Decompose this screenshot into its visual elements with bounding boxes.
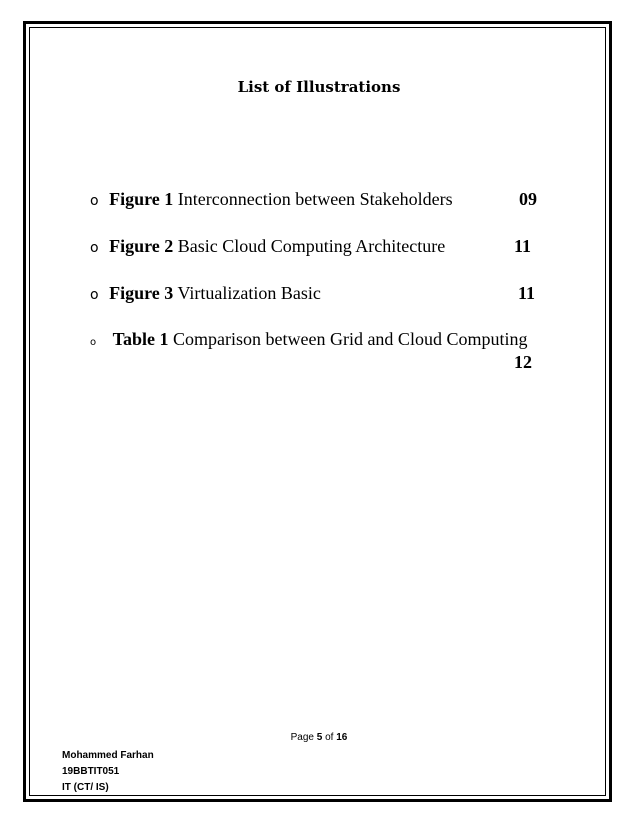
entry-label: Figure 2 <box>109 236 174 256</box>
list-item-table-1 <box>90 329 527 353</box>
entry-text: Virtualization Basic <box>177 283 321 303</box>
author-name: Mohammed Farhan <box>62 750 154 761</box>
entry-label: Figure 1 <box>109 189 174 209</box>
entry-label: Table 1 <box>112 329 169 349</box>
entry-text: Comparison between Grid and Cloud Computing <box>172 329 528 349</box>
page-total: 16 <box>336 732 348 743</box>
bullet-marker: o <box>90 240 99 256</box>
list-item-figure-1 <box>90 189 453 211</box>
page-of: of <box>325 732 334 743</box>
page-current: 5 <box>316 732 323 743</box>
entry-page-number: 12 <box>514 352 532 372</box>
entry-label: Figure 3 <box>109 283 174 303</box>
author-id: 19BBTIT051 <box>62 766 120 777</box>
entry-text: Basic Cloud Computing Architecture <box>177 236 446 256</box>
entry-page-number: 11 <box>518 283 536 303</box>
bullet-marker: o <box>90 287 99 303</box>
entry-page-number: 11 <box>514 236 532 256</box>
page-prefix: Page <box>290 732 314 743</box>
entry-page-number: 09 <box>519 189 537 209</box>
bullet-marker: o <box>90 193 99 209</box>
list-item-figure-2 <box>90 236 445 258</box>
author-dept: IT (CT/ IS) <box>62 782 109 793</box>
page-footer-counter <box>0 732 638 743</box>
list-item-figure-3 <box>90 283 321 305</box>
bullet-marker: o <box>90 337 97 348</box>
entry-text: Interconnection between Stakeholders <box>177 189 453 209</box>
footer-author-block <box>62 748 154 796</box>
page-border-inner <box>29 27 606 796</box>
page-title: List of Illustrations <box>237 78 401 96</box>
